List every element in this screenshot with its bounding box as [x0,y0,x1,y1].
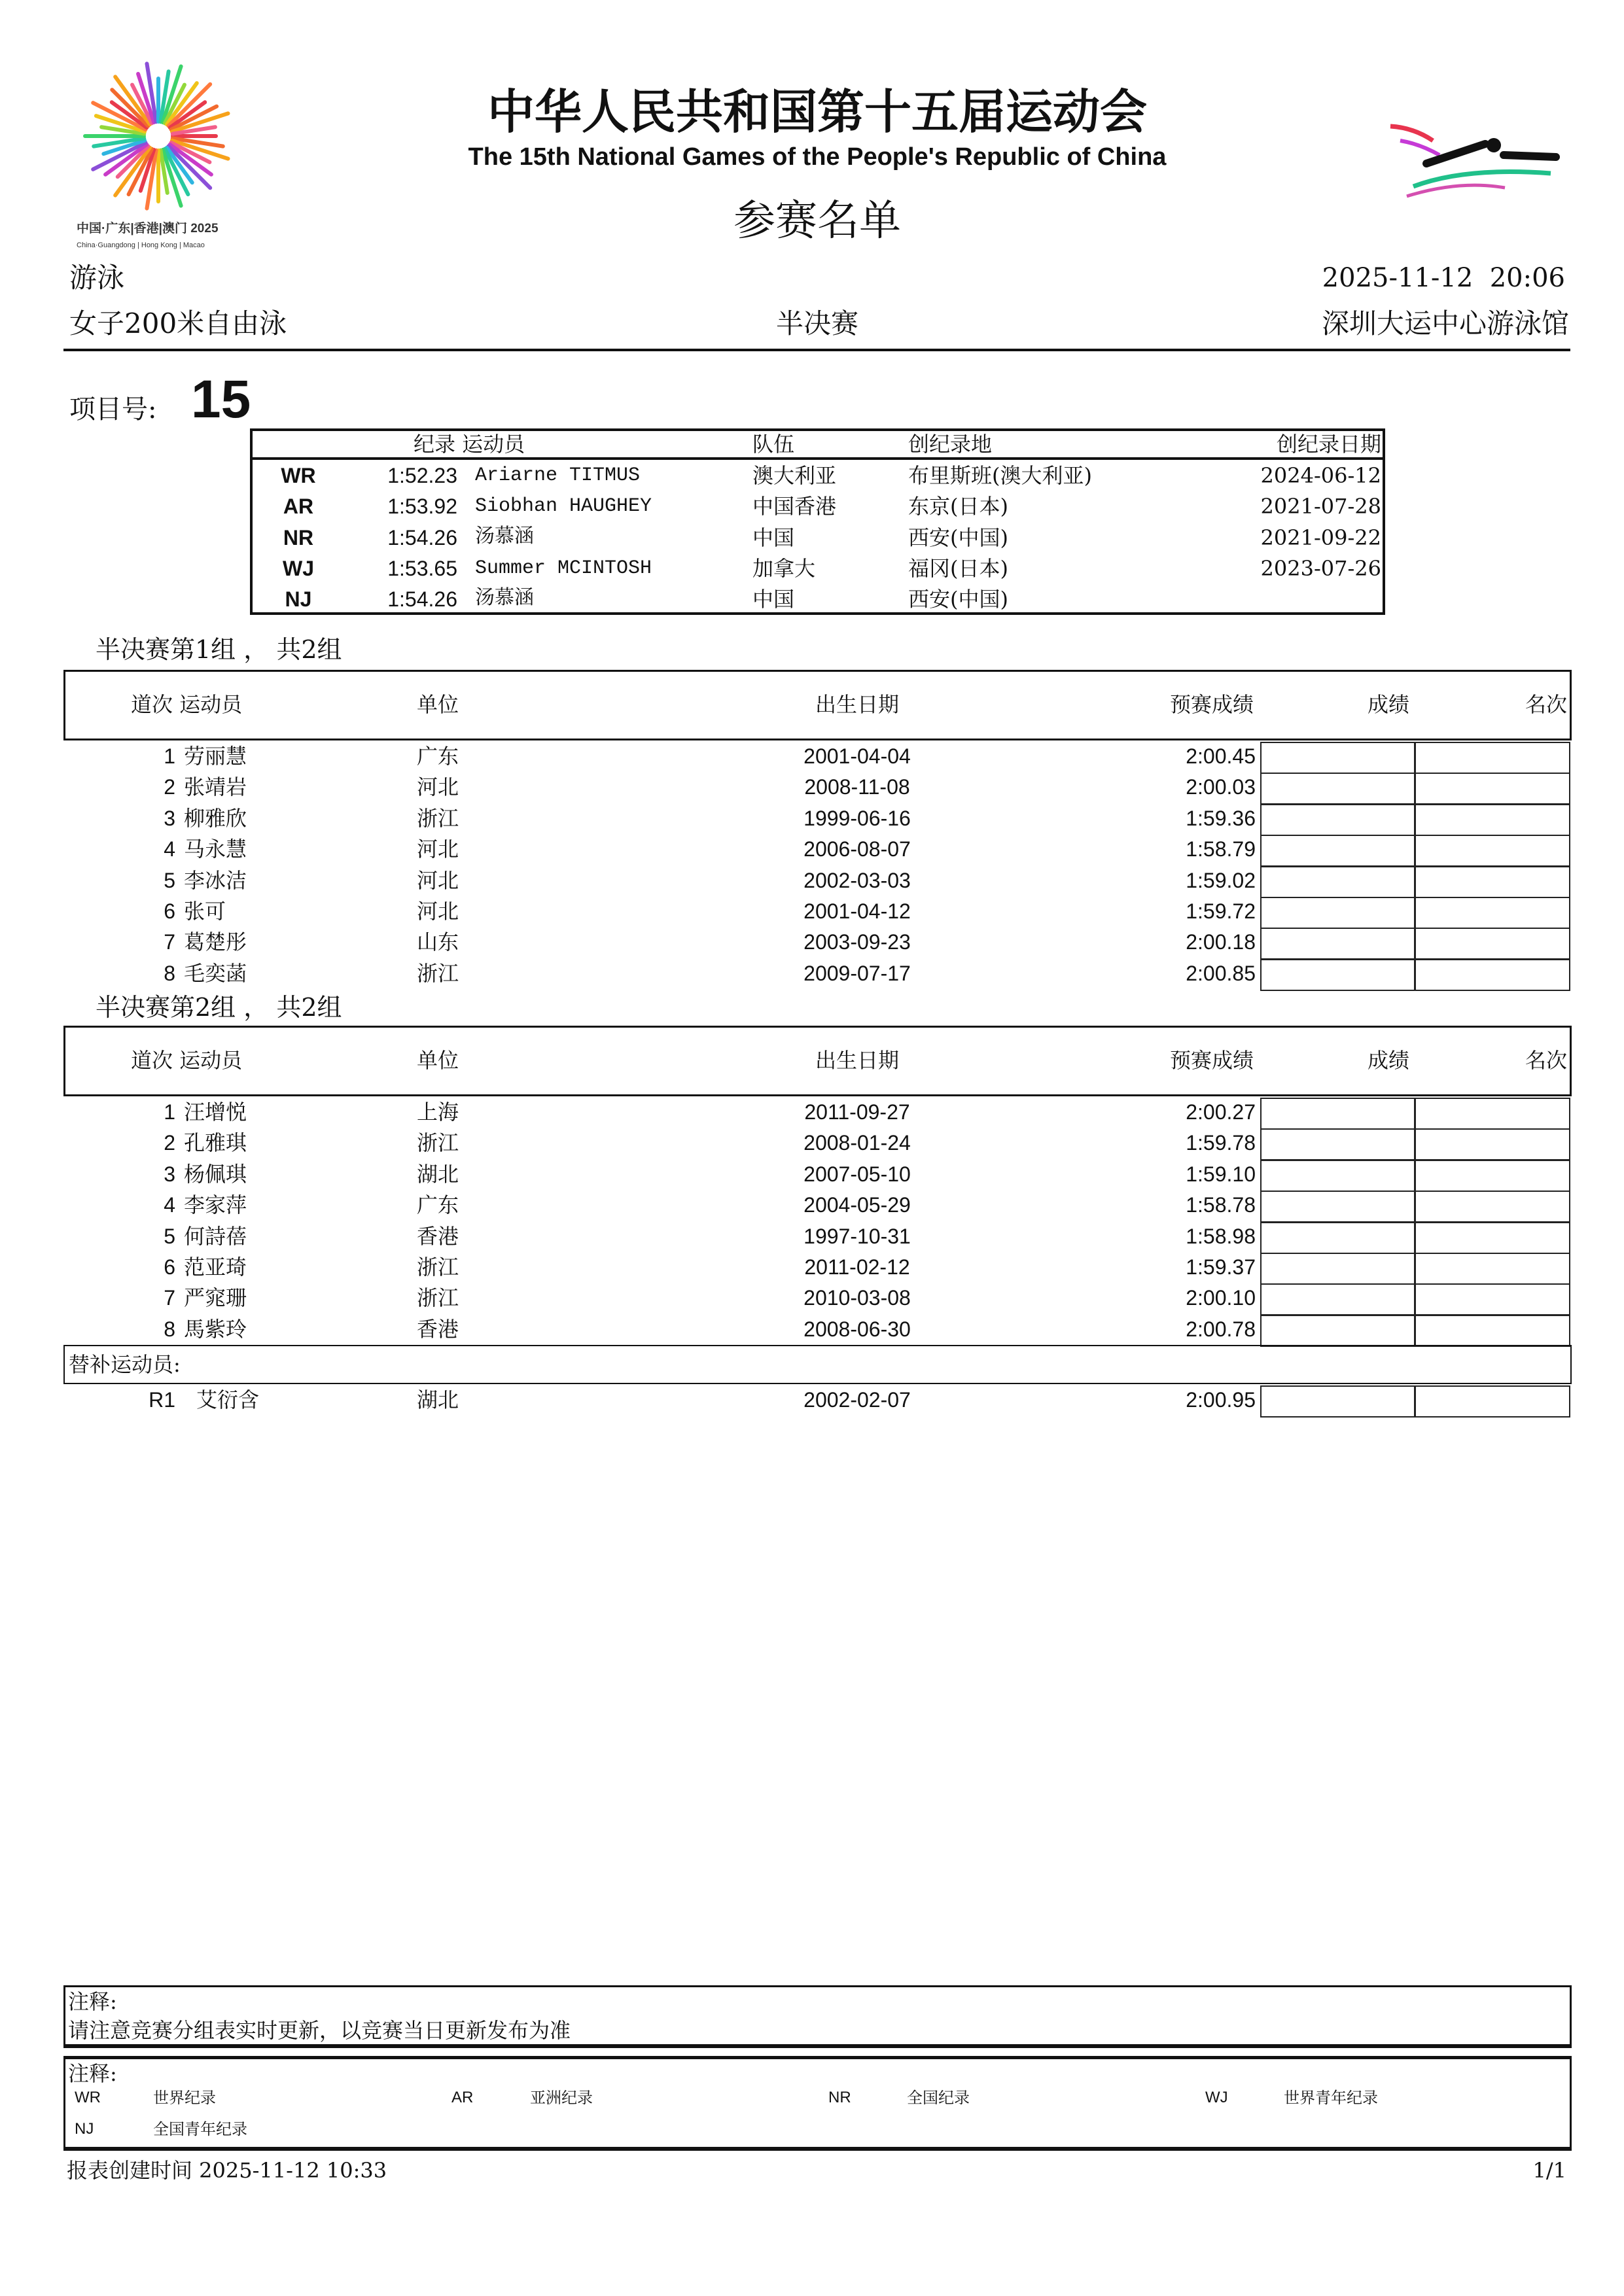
header-result: 成绩 [1368,1048,1410,1073]
rank-cell[interactable] [1414,773,1570,805]
athlete-unit: 香港 [417,1316,459,1342]
heat-time: 1:59.36 [1186,806,1256,830]
heat-time: 1:59.10 [1186,1162,1256,1186]
lane-number: 8 [164,961,175,985]
athlete-birthdate: 2010-03-08 [803,1286,911,1310]
header-heat-time: 预赛成绩 [1169,692,1254,717]
athlete-unit: 河北 [417,867,459,893]
record-team: 中国 [752,525,795,550]
heat-time: 1:59.02 [1186,868,1256,892]
athlete-birthdate: 1999-06-16 [803,806,911,830]
athlete-birthdate: 2007-05-10 [803,1162,911,1186]
result-cell[interactable] [1260,1098,1416,1130]
athlete-unit: 浙江 [417,1255,459,1279]
athlete-birthdate: 2004-05-29 [803,1193,911,1217]
result-cell[interactable] [1260,1253,1416,1285]
header-birthdate: 出生日期 [815,1048,899,1073]
athlete-name: 张可 [184,899,226,924]
athlete-name: 张靖岩 [184,774,247,800]
print-datetime: 2025-11-12 20:06 [1322,263,1565,293]
athlete-birthdate: 2011-02-12 [804,1255,910,1279]
records-header-place: 创纪录地 [908,432,993,457]
athlete-birthdate: 2002-02-07 [803,1388,911,1412]
record-athlete: 汤慕涵 [475,588,534,611]
heat-time: 2:00.45 [1186,744,1256,768]
athlete-name: 范亚琦 [184,1255,247,1279]
report-created-time: 报表创建时间 2025-11-12 10:33 [67,2158,387,2183]
group-table-header [63,670,1572,740]
lane-number: 1 [164,744,175,768]
record-time: 1:53.92 [387,495,457,519]
result-cell[interactable] [1260,1191,1416,1223]
sport-name: 游泳 [69,262,125,294]
notes-label: 注释: [68,1989,117,2014]
athlete-name: 劳丽慧 [184,744,247,769]
athlete-unit: 河北 [417,837,459,862]
legend-desc: 亚洲纪录 [530,2089,593,2107]
rank-cell[interactable] [1414,1253,1570,1285]
group-title: 半决赛第1组 ， 共2组 [96,635,342,664]
result-cell[interactable] [1260,1315,1416,1347]
athlete-name: 马永慧 [184,837,247,862]
result-cell[interactable] [1260,1222,1416,1254]
header-divider [63,349,1570,351]
lane-number: 3 [164,1162,175,1186]
header-unit: 单位 [417,1048,459,1073]
record-athlete: 汤慕涵 [475,526,534,549]
result-cell[interactable] [1260,866,1416,898]
athlete-name: 毛奕菡 [184,960,247,986]
athlete-birthdate: 2009-07-17 [803,961,911,985]
rank-cell[interactable] [1414,866,1570,898]
athlete-birthdate: 2002-03-03 [803,868,911,892]
athlete-birthdate: 2008-11-08 [804,775,910,799]
result-cell[interactable] [1260,773,1416,805]
rank-cell[interactable] [1414,1160,1570,1192]
legend-desc: 全国纪录 [907,2089,970,2107]
rank-cell[interactable] [1414,1128,1570,1160]
logo-subtext: China·Guangdong | Hong Kong | Macao [77,241,205,249]
record-athlete: Summer MCINTOSH [475,557,652,580]
athlete-unit: 浙江 [417,1285,459,1311]
lane-number: 2 [164,1131,175,1155]
athlete-birthdate: 2001-04-12 [803,899,911,923]
record-place: 福冈(日本) [908,555,1008,581]
rank-cell[interactable] [1414,928,1570,960]
heat-time: 1:58.79 [1186,837,1256,861]
record-time: 1:54.26 [387,587,457,612]
lane-number: 2 [164,775,175,799]
athlete-birthdate: 2001-04-04 [803,744,911,768]
result-cell[interactable] [1260,835,1416,867]
lane-number: 4 [164,1193,175,1217]
lane-number: 8 [164,1317,175,1341]
athlete-unit: 河北 [417,774,459,800]
rank-cell[interactable] [1414,1222,1570,1254]
header-heat-time: 预赛成绩 [1169,1048,1254,1073]
athlete-birthdate: 2008-01-24 [803,1131,911,1155]
result-cell[interactable] [1260,928,1416,960]
athlete-name: 严窕珊 [184,1285,247,1311]
event-name: 女子200米自由泳 [69,307,287,339]
result-cell[interactable] [1260,742,1416,774]
lane-number: 4 [164,837,175,861]
record-team: 加拿大 [752,555,816,581]
athlete-unit: 湖北 [417,1161,459,1187]
event-number: 15 [191,370,251,429]
athlete-unit: 湖北 [417,1387,459,1412]
record-place: 西安(中国) [908,525,1008,550]
legend-desc: 世界青年纪录 [1284,2089,1378,2107]
athlete-name: 李冰洁 [184,867,247,893]
event-phase: 半决赛 [775,307,858,339]
record-date: 2023-07-26 [1260,555,1381,581]
doc-title: 参赛名单 [733,197,901,245]
athlete-unit: 浙江 [417,805,459,831]
heat-time: 2:00.03 [1186,775,1256,799]
athlete-name: 杨佩琪 [184,1161,247,1187]
record-team: 中国香港 [752,494,837,519]
record-time: 1:52.23 [387,464,457,487]
athlete-birthdate: 2011-09-27 [804,1100,910,1124]
athlete-name: 李家萍 [184,1192,247,1218]
record-place: 布里斯班(澳大利亚) [908,463,1092,488]
record-athlete: Siobhan HAUGHEY [475,495,652,518]
records-header-record-athlete: 纪录 运动员 [414,432,525,457]
legend-label: 注释: [68,2061,117,2086]
logo-text: 中国·广东|香港|澳门 2025 [77,222,219,235]
record-date: 2021-09-22 [1260,525,1381,550]
heat-time: 1:58.98 [1186,1224,1256,1248]
lane-number: 3 [164,806,175,830]
heat-time: 2:00.85 [1186,961,1256,985]
records-table [250,428,1385,615]
title-en: The 15th National Games of the People's Republic of China [468,143,1167,171]
athlete-unit: 广东 [417,744,459,769]
heat-time: 1:58.78 [1186,1193,1256,1217]
rank-cell[interactable] [1414,1315,1570,1347]
heat-time: 2:00.78 [1186,1317,1256,1341]
record-time: 1:54.26 [387,525,457,549]
athlete-name: 柳雅欣 [184,805,247,831]
rank-cell[interactable] [1414,959,1570,991]
legend-box [63,2056,1572,2151]
athlete-unit: 广东 [417,1192,459,1218]
heat-time: 1:59.37 [1186,1255,1256,1279]
record-code: NJ [285,587,312,612]
record-place: 西安(中国) [908,587,1008,612]
header-lane-athlete: 道次 运动员 [131,692,243,717]
header-birthdate: 出生日期 [815,692,899,717]
rank-cell[interactable] [1414,1385,1570,1418]
record-code: WJ [283,556,314,580]
record-place: 东京(日本) [908,494,1008,519]
legend-desc: 世界纪录 [153,2089,216,2107]
records-header-team: 队伍 [752,432,795,457]
notes-text: 请注意竞赛分组表实时更新，以竞赛当日更新发布为准 [68,2018,571,2043]
athlete-birthdate: 2008-06-30 [803,1317,911,1341]
heat-time: 1:59.72 [1186,899,1256,923]
athlete-birthdate: 2003-09-23 [803,930,911,954]
legend-code: WR [75,2089,101,2106]
heat-time: 2:00.95 [1186,1388,1256,1412]
record-code: NR [283,525,314,549]
result-cell[interactable] [1260,959,1416,991]
athlete-birthdate: 2006-08-07 [803,837,911,861]
result-cell[interactable] [1260,1160,1416,1192]
result-cell[interactable] [1260,1128,1416,1160]
reserves-label: 替补运动员: [69,1352,181,1377]
result-cell[interactable] [1260,804,1416,836]
title-cn: 中华人民共和国第十五届运动会 [487,86,1147,139]
legend-desc: 全国青年纪录 [153,2120,247,2138]
athlete-unit: 浙江 [417,1130,459,1156]
record-code: AR [283,495,314,519]
header-rank: 名次 [1525,1048,1567,1073]
rank-cell[interactable] [1414,897,1570,929]
record-time: 1:53.65 [387,556,457,580]
legend-code: NJ [75,2120,94,2138]
group-title: 半决赛第2组 ， 共2组 [96,993,342,1022]
record-date: 2021-07-28 [1260,494,1381,519]
result-cell[interactable] [1260,1385,1416,1418]
lane-number: 5 [164,868,175,892]
athlete-unit: 山东 [417,930,459,955]
record-athlete: Ariarne TITMUS [475,464,641,487]
legend-code: NR [828,2089,851,2106]
rank-cell[interactable] [1414,742,1570,774]
event-number-label: 项目号: [69,394,157,425]
athlete-name: 何詩蓓 [184,1223,247,1249]
header-result: 成绩 [1368,692,1410,717]
athlete-unit: 浙江 [417,960,459,986]
lane-number: 1 [164,1100,175,1124]
athlete-unit: 上海 [417,1100,459,1124]
heat-time: 2:00.18 [1186,930,1256,954]
heat-time: 1:59.78 [1186,1131,1256,1155]
reserves-header [63,1345,1572,1384]
rank-cell[interactable] [1414,1283,1570,1315]
header-rank: 名次 [1525,692,1567,717]
records-header-divider [253,457,1383,460]
lane-number: 5 [164,1224,175,1248]
athlete-unit: 河北 [417,899,459,924]
rank-cell[interactable] [1414,804,1570,836]
athlete-name: 馬紫玲 [184,1316,247,1342]
records-header-date: 创纪录日期 [1276,432,1381,457]
swimming-pictogram-icon [1387,114,1564,203]
rank-cell[interactable] [1414,1191,1570,1223]
heat-time: 2:00.10 [1186,1286,1256,1310]
athlete-name: 艾衍含 [196,1387,260,1412]
rank-cell[interactable] [1414,1098,1570,1130]
header-unit: 单位 [417,692,459,717]
athlete-birthdate: 1997-10-31 [803,1224,911,1248]
record-team: 中国 [752,587,795,612]
heat-time: 2:00.27 [1186,1100,1256,1124]
result-cell[interactable] [1260,1283,1416,1315]
record-date: 2024-06-12 [1260,463,1381,488]
legend-code: WJ [1205,2089,1228,2106]
lane-number: 6 [164,899,175,923]
record-code: WR [281,464,316,487]
result-cell[interactable] [1260,897,1416,929]
group-table-header [63,1026,1572,1096]
rank-cell[interactable] [1414,835,1570,867]
athlete-name: 葛楚彤 [184,930,247,955]
athlete-name: 汪增悦 [184,1100,247,1124]
record-team: 澳大利亚 [752,463,837,488]
header-lane-athlete: 道次 运动员 [131,1048,243,1073]
athlete-unit: 香港 [417,1223,459,1249]
athlete-name: 孔雅琪 [184,1130,247,1156]
lane-number: R1 [149,1388,175,1412]
venue: 深圳大运中心游泳馆 [1321,307,1569,339]
legend-code: AR [451,2089,474,2106]
page-number: 1/1 [1532,2158,1566,2183]
notes-box [63,1985,1572,2048]
lane-number: 7 [164,1286,175,1310]
lane-number: 6 [164,1255,175,1279]
lane-number: 7 [164,930,175,954]
